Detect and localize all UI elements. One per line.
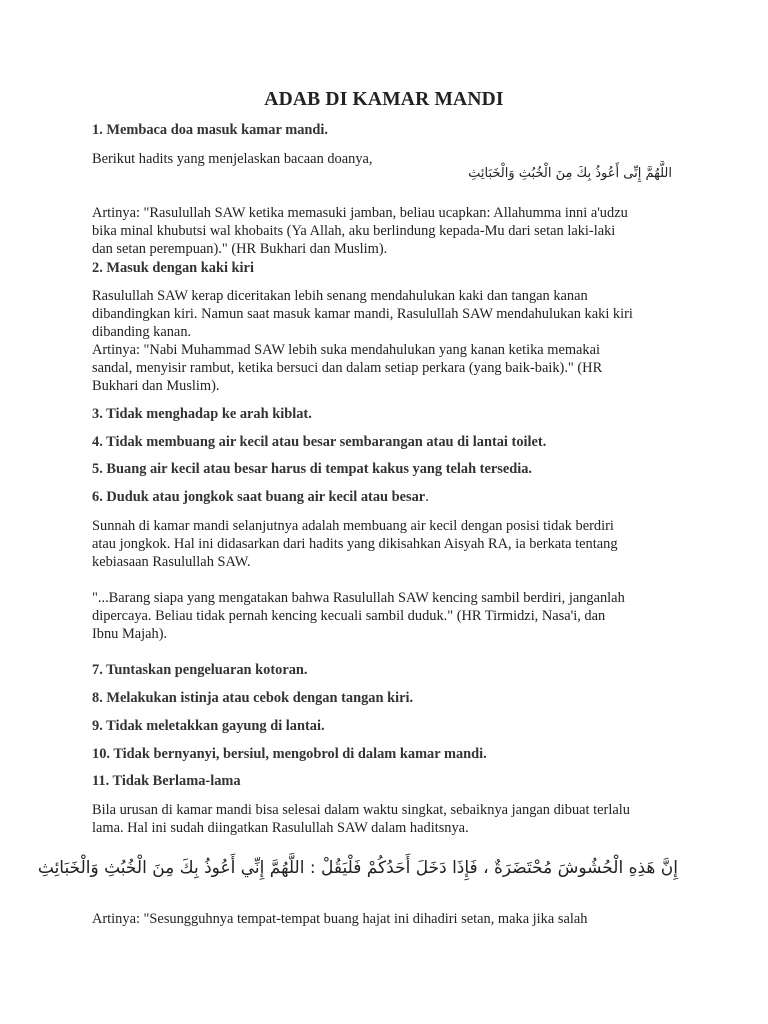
paragraph-line: dibandingkan kiri. Namun saat masuk kamar mandi, Rasulullah SAW mendahulukan kaki kiri: [92, 306, 633, 322]
document-title: ADAB DI KAMAR MANDI: [264, 89, 504, 110]
paragraph-line: Berikut hadits yang menjelaskan bacaan doanya,: [92, 151, 373, 167]
item-7-heading: 7. Tuntaskan pengeluaran kotoran.: [92, 662, 308, 678]
item-6-period: .: [425, 489, 429, 505]
paragraph-line: Artinya: "Sesungguhnya tempat-tempat buang hajat ini dihadiri setan, maka jika salah: [92, 911, 588, 927]
item-9-heading: 9. Tidak meletakkan gayung di lantai.: [92, 718, 325, 734]
paragraph-line: Rasulullah SAW kerap diceritakan lebih senang mendahulukan kaki dan tangan kanan: [92, 288, 588, 304]
arabic-prayer-text: اللَّهُمَّ إِنِّى أَعُوذُ بِكَ مِنَ الْخُبُثِ وَالْخَبَائِثِ: [468, 166, 672, 181]
paragraph-line: Artinya: "Nabi Muhammad SAW lebih suka mendahulukan yang kanan ketika memakai: [92, 342, 600, 358]
paragraph-line: Artinya: "Rasulullah SAW ketika memasuki jamban, beliau ucapkan: Allahumma inni a'udzu: [92, 205, 628, 221]
arabic-hadith-text: إِنَّ هَذِهِ الْحُشُوشَ مُحْتَضَرَةٌ ، فَإِذَا دَخَلَ أَحَدُكُمْ فَلْيَقُلْ : اللَّهُمَّ إِنِّي أَعُوذُ بِكَ مِنَ الْخُبُثِ وَالْخَبَائِثِ: [37, 858, 678, 878]
item-10-heading: 10. Tidak bernyanyi, bersiul, mengobrol di dalam kamar mandi.: [92, 746, 487, 762]
paragraph-line: dibanding kanan.: [92, 324, 192, 340]
paragraph-line: "...Barang siapa yang mengatakan bahwa Rasulullah SAW kencing sambil berdiri, janganlah: [92, 590, 625, 606]
item-6-line: [92, 488, 429, 506]
paragraph-line: lama. Hal ini sudah diingatkan Rasulullah SAW dalam haditsnya.: [92, 820, 469, 836]
item-2-heading: 2. Masuk dengan kaki kiri: [92, 260, 254, 276]
paragraph-line: Bukhari dan Muslim).: [92, 378, 220, 394]
item-3-heading: 3. Tidak menghadap ke arah kiblat.: [92, 406, 312, 422]
paragraph-line: dipercaya. Beliau tidak pernah kencing kecuali sambil duduk." (HR Tirmidzi, Nasa'i, dan: [92, 608, 606, 624]
item-8-heading: 8. Melakukan istinja atau cebok dengan tangan kiri.: [92, 690, 414, 706]
item-11-heading: 11. Tidak Berlama-lama: [92, 773, 241, 789]
paragraph-line: bika minal khubutsi wal khobaits (Ya Allah, aku berlindung kepada-Mu dari setan laki-laki: [92, 223, 616, 239]
item-5-heading: 5. Buang air kecil atau besar harus di tempat kakus yang telah tersedia.: [92, 461, 533, 477]
item-4-heading: 4. Tidak membuang air kecil atau besar sembarangan atau di lantai toilet.: [92, 434, 547, 450]
paragraph-line: Bila urusan di kamar mandi bisa selesai dalam waktu singkat, sebaiknya jangan dibuat terlalu: [92, 802, 630, 818]
item-1-heading: 1. Membaca doa masuk kamar mandi.: [92, 122, 328, 138]
item-6-heading: 6. Duduk atau jongkok saat buang air kecil atau besar: [92, 489, 426, 505]
paragraph-line: Sunnah di kamar mandi selanjutnya adalah membuang air kecil dengan posisi tidak berdiri: [92, 518, 614, 534]
paragraph-line: kebiasaan Rasulullah SAW.: [92, 554, 251, 570]
paragraph-line: atau jongkok. Hal ini didasarkan dari hadits yang dikisahkan Aisyah RA, ia berkata tentang: [92, 536, 618, 552]
paragraph-line: sandal, menyisir rambut, ketika bersuci dan dalam setiap perkara (yang baik-baik)." (HR: [92, 360, 603, 376]
paragraph-line: dan setan perempuan)." (HR Bukhari dan Muslim).: [92, 241, 388, 257]
paragraph-line: Ibnu Majah).: [92, 626, 168, 642]
